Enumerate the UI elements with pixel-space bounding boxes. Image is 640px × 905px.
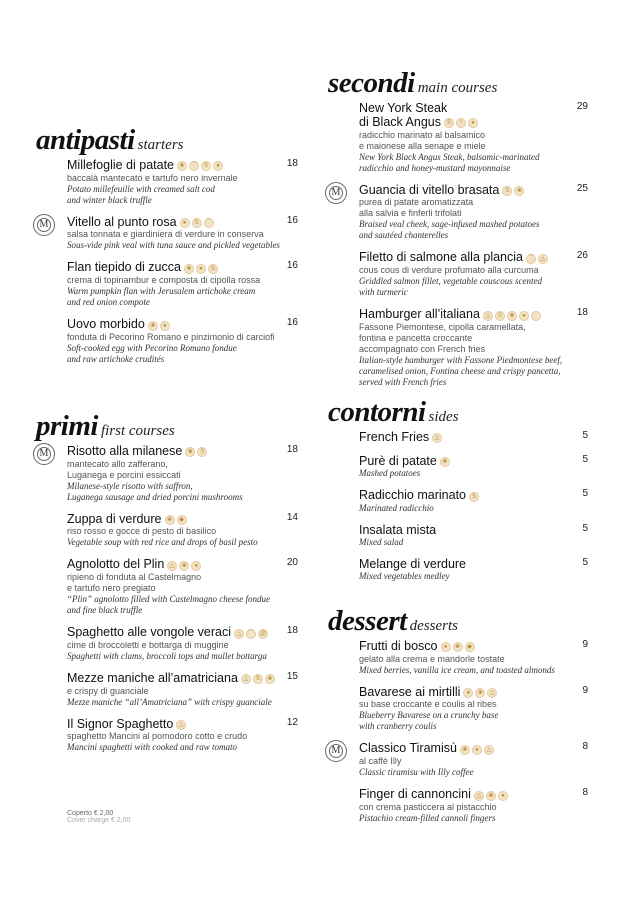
gluten-icon: ❀: [148, 321, 158, 331]
egg-icon: △: [483, 311, 493, 321]
item-price: 16: [286, 214, 298, 226]
dairy-icon: ●: [191, 561, 201, 571]
menu-item[interactable]: [328, 101, 588, 174]
item-description-it: ripieno di fonduta al Castelmagno: [67, 572, 202, 583]
egg-icon: △: [538, 254, 548, 264]
item-name-text: Bavarese ai mirtilli: [359, 684, 461, 699]
item-name-text: Purè di patate: [359, 453, 437, 468]
section-title-antipasti: [36, 124, 298, 158]
item-name: [359, 523, 588, 537]
egg-icon: △: [234, 629, 244, 639]
item-name-text: Risotto alla milanese: [67, 444, 183, 458]
cover-charge: [67, 810, 130, 824]
section-title-en: sides: [428, 409, 459, 425]
right-column: [328, 0, 588, 905]
item-description-it: spaghetto Mancini al pomodoro cotto e crudo: [67, 731, 248, 742]
gluten-icon: ❀: [177, 161, 187, 171]
gluten-icon: ❀: [514, 186, 524, 196]
menu-item[interactable]: [36, 317, 298, 365]
gluten-icon: ❀: [165, 515, 175, 525]
item-price: 18: [576, 307, 588, 319]
item-name: [67, 671, 298, 686]
item-price: 9: [582, 639, 588, 650]
section-antipasti: [36, 124, 298, 374]
item-name: [359, 639, 588, 654]
item-name-text: New York Steak: [359, 101, 448, 115]
fish-icon: ⌒: [205, 220, 212, 227]
item-name: [67, 717, 298, 732]
item-description-en: Soft-cooked egg with Pecorino Romano fondue: [67, 342, 237, 353]
item-name: [67, 625, 298, 640]
item-description-en: radicchio and honey-mustard mayonnaise: [359, 162, 511, 173]
dairy-icon: ●: [213, 161, 223, 171]
item-name-text: Agnolotto del Plin: [67, 557, 165, 572]
menu-item[interactable]: [328, 250, 588, 298]
celery-icon: S: [469, 492, 479, 502]
item-name-text: Guancia di vitello brasata: [359, 182, 500, 197]
house-specialty-logo-icon: M: [33, 443, 55, 465]
item-price: 5: [582, 453, 588, 465]
item-description-en: served with French fries: [359, 376, 447, 387]
item-name-text: Frutti di bosco: [359, 639, 438, 653]
item-price: 15: [286, 670, 298, 682]
menu-item[interactable]: [328, 523, 588, 548]
item-description-en: Classic tiramisu with Illy coffee: [359, 767, 474, 778]
celery-icon: S: [502, 186, 512, 196]
section-secondi: [328, 67, 588, 397]
menu-item[interactable]: [36, 260, 298, 308]
item-description-en: and winter black truffle: [67, 194, 152, 205]
dairy-icon: ●: [441, 642, 451, 652]
item-name-text: Hamburger all’italiana: [359, 307, 480, 322]
fish-icon: ⌒: [527, 255, 534, 262]
item-description-en: Potato millefeuille with creamed salt cod: [67, 183, 215, 194]
section-contorni: [328, 396, 588, 591]
item-price: 12: [286, 716, 298, 728]
egg-icon: △: [484, 745, 494, 755]
item-description-en: Griddled salmon fillet, vegetable couscous scented: [359, 276, 542, 287]
gluten-icon: ❀: [440, 457, 450, 467]
allergen-icons: [483, 308, 543, 322]
menu-item[interactable]: [328, 488, 588, 514]
item-description-it: riso rosso e gocce di pesto di basilico: [67, 526, 217, 537]
gluten-icon: ❀: [460, 745, 470, 755]
item-name-text: Mezze maniche all’amatriciana: [67, 670, 238, 685]
item-price: 26: [576, 250, 588, 262]
item-name: [359, 741, 588, 756]
menu-item[interactable]: [36, 671, 298, 708]
item-description-it: e crispy di guanciale: [67, 685, 149, 696]
menu-item[interactable]: [36, 557, 298, 616]
item-description-en: Marinated radicchio: [359, 503, 434, 514]
menu-item[interactable]: [328, 557, 588, 582]
section-title-en: main courses: [417, 80, 498, 96]
dairy-icon: ●: [160, 321, 170, 331]
allergen-icons: [444, 116, 480, 130]
section-title-en: desserts: [409, 618, 459, 634]
item-description-it: crema di topinambur e composta di cipolla rossa: [67, 275, 261, 286]
item-price: 8: [582, 787, 588, 799]
item-description-en: and fine black truffle: [67, 605, 143, 616]
cover-charge-en: Cover charge € 2,00: [67, 817, 131, 824]
item-description-it: e tartufo nero pregiato: [67, 583, 156, 594]
celery-icon: S: [208, 264, 218, 274]
item-description-en: and sautéed chanterelles: [359, 230, 449, 241]
allergen-icons: [460, 742, 496, 756]
allergen-icons: [177, 159, 225, 173]
section-title-it: primi: [36, 410, 98, 442]
section-title-secondi: [328, 67, 588, 101]
dairy-icon: ●: [498, 791, 508, 801]
section-title-it: antipasti: [36, 124, 135, 156]
item-price: 16: [286, 260, 298, 272]
gluten-icon: ❀: [486, 791, 496, 801]
section-title-dessert: [328, 605, 588, 639]
section-title-it: dessert: [328, 605, 407, 637]
allergen-icons: [176, 717, 188, 731]
item-description-en: New York Black Angus Steak, balsamic-marinated: [359, 151, 540, 162]
menu-item[interactable]: [328, 787, 588, 824]
item-description-en: Braised veal cheek, sage-infused mashed potatoes: [359, 219, 540, 230]
item-name: [67, 557, 298, 572]
egg-icon: △: [432, 433, 442, 443]
item-price: 18: [286, 158, 298, 169]
section-title-it: secondi: [328, 67, 415, 99]
egg-icon: △: [167, 561, 177, 571]
allergen-icons: [502, 183, 526, 197]
item-description-en: Vegetable soup with red rice and drops of basil pesto: [67, 537, 258, 548]
celery-icon: S: [495, 311, 505, 321]
item-name: [67, 158, 298, 173]
item-description-en: Mixed salad: [359, 537, 404, 548]
item-name: [67, 260, 298, 275]
item-description-en: Mixed vegetables medley: [359, 571, 450, 582]
section-title-it: contorni: [328, 396, 426, 428]
menu-item[interactable]: [328, 454, 588, 480]
item-price: 29: [576, 101, 588, 112]
egg-icon: △: [176, 720, 186, 730]
item-price: 5: [582, 557, 588, 569]
allergen-icons: [526, 251, 550, 265]
item-name-text: Millefoglie di patate: [67, 158, 175, 172]
house-specialty-logo-icon: M: [33, 214, 55, 236]
item-name-text: Zuppa di verdure: [67, 511, 162, 526]
nuts-icon: ◆: [177, 515, 187, 525]
menu-item[interactable]: [36, 717, 298, 754]
item-name: [359, 183, 588, 198]
item-description-it: Luganega e porcini essiccati: [67, 469, 181, 480]
item-description-it: fontina e pancetta croccante: [359, 332, 473, 343]
gluten-icon: ❀: [507, 311, 517, 321]
item-description-en: and red onion compote: [67, 297, 150, 308]
item-description-en: Mashed potatoes: [359, 468, 421, 479]
gluten-icon: ❀: [265, 674, 275, 684]
item-name: [67, 512, 298, 527]
menu-item[interactable]: [328, 430, 588, 445]
menu-item[interactable]: [328, 741, 588, 778]
allergen-icons: [148, 318, 172, 332]
item-description-en: Pistachio cream-filled cannoli fingers: [359, 812, 496, 823]
mustard-icon: !: [456, 118, 466, 128]
item-name-text: Filetto di salmone alla plancia: [359, 250, 523, 265]
egg-icon: △: [241, 674, 251, 684]
item-description-en: Spaghetti with clams, broccoli tops and mullet bottarga: [67, 650, 267, 661]
section-title-contorni: [328, 396, 588, 430]
item-description-it: e maionese alla senape e miele: [359, 140, 486, 151]
celery-icon: S: [192, 218, 202, 228]
item-price: 5: [582, 430, 588, 441]
item-name-text: Spaghetto alle vongole veraci: [67, 625, 232, 640]
menu-item[interactable]: [36, 625, 298, 662]
item-price: 20: [286, 557, 298, 569]
item-name: [359, 787, 588, 802]
celery-icon: S: [444, 118, 454, 128]
item-name: [359, 454, 588, 469]
allergen-icons: [441, 640, 477, 654]
section-title-en: first courses: [100, 423, 175, 439]
menu-item[interactable]: [36, 512, 298, 549]
fish-icon: ⌒: [248, 630, 255, 637]
item-description-it: fonduta di Pecorino Romano e pinzimonio di carciofi: [67, 331, 275, 342]
item-description-en: with turmeric: [359, 287, 408, 298]
house-specialty-logo-icon: M: [325, 182, 347, 204]
item-description-it: cous cous di verdure profumato alla curcuma: [359, 265, 539, 276]
menu-item[interactable]: [36, 444, 298, 503]
left-column: [36, 0, 298, 905]
menu-item[interactable]: [328, 639, 588, 676]
allergen-icons: [432, 431, 444, 445]
item-name-text: Insalata mista: [359, 523, 437, 538]
allergen-icons: [180, 215, 216, 229]
item-description-it: salsa tonnata e giardiniera di verdure in conserva: [67, 229, 264, 240]
item-description-it: baccalà mantecato e tartufo nero invernale: [67, 172, 238, 183]
item-name-text: French Fries: [359, 430, 430, 444]
item-name: [359, 307, 588, 322]
item-description-en: Warm pumpkin flan with Jerusalem artichoke cream: [67, 286, 256, 297]
allergen-icons: [185, 445, 209, 459]
allergen-icons: [234, 626, 270, 640]
section-dessert: [328, 605, 588, 833]
allergen-icons: [440, 454, 452, 468]
fish-icon: ⌒: [191, 163, 198, 170]
house-specialty-logo-icon: M: [325, 740, 347, 762]
item-description-it: con crema pasticcera al pistacchio: [359, 801, 497, 812]
item-description-en: Mezze maniche “all’Amatriciana” with crispy guanciale: [67, 696, 272, 707]
item-name: [359, 685, 588, 700]
item-description-it: su base croccante e coulis al ribes: [359, 699, 497, 710]
celery-icon: S: [253, 674, 263, 684]
item-description-en: Blueberry Bavarese on a crunchy base: [359, 710, 499, 721]
item-name: [359, 101, 588, 130]
dairy-icon: ●: [463, 688, 473, 698]
allergen-icons: [184, 261, 220, 275]
item-name: [359, 430, 588, 445]
item-description-it: alla salvia e finferli trifolati: [359, 208, 462, 219]
item-name: [67, 444, 298, 459]
allergen-icons: [463, 685, 499, 699]
item-description-it: mantecato allo zafferano,: [67, 458, 168, 469]
mollusc-icon: @: [259, 630, 267, 637]
item-description-en: Italian-style hamburger with Fassone Piedmontese beef,: [359, 354, 563, 365]
item-name: [67, 317, 298, 332]
dairy-icon: ●: [196, 264, 206, 274]
item-description-it: radicchio marinato al balsamico: [359, 129, 486, 140]
dairy-icon: ●: [519, 311, 529, 321]
item-name-text: Classico Tiramisù: [359, 741, 457, 756]
item-description-en: Sous-vide pink veal with tuna sauce and pickled vegetables: [67, 240, 280, 251]
item-price: 8: [582, 741, 588, 753]
item-name: [67, 215, 298, 230]
egg-icon: △: [474, 791, 484, 801]
item-description-en: Milanese-style risotto with saffron,: [67, 480, 193, 491]
item-description-en: and raw artichoke crudités: [67, 353, 165, 364]
item-description-it: purea di patate aromatizzata: [359, 197, 474, 208]
gluten-icon: ❀: [184, 264, 194, 274]
dairy-icon: ●: [472, 745, 482, 755]
item-description-en: Luganega sausage and dried porcini mushrooms: [67, 491, 243, 502]
item-name-text: Uovo morbido: [67, 317, 145, 332]
gluten-icon: ❀: [179, 561, 189, 571]
allergen-icons: [469, 489, 481, 503]
item-description-it: gelato alla crema e mandorle tostate: [359, 653, 505, 664]
egg-icon: △: [487, 688, 497, 698]
item-name: [359, 250, 588, 265]
menu-item[interactable]: [36, 158, 298, 206]
item-price: 5: [582, 488, 588, 500]
item-description-en: with cranberry coulis: [359, 721, 437, 732]
cover-charge-it: Coperto € 2,00: [67, 810, 114, 817]
allergen-icons: [167, 558, 203, 572]
menu-item[interactable]: [328, 183, 588, 242]
allergen-icons: [474, 788, 510, 802]
menu-item[interactable]: [328, 685, 588, 733]
sesame-icon: [531, 311, 541, 321]
nuts-icon: ◆: [465, 642, 475, 652]
item-description-it: cime di broccoletti e bottarga di muggine: [67, 639, 229, 650]
section-primi: [36, 410, 298, 762]
gluten-icon: ❀: [475, 688, 485, 698]
item-price: 5: [582, 523, 588, 535]
gluten-icon: ❀: [185, 447, 195, 457]
item-description-it: al caffè Illy: [359, 756, 402, 767]
item-name-text: Melange di verdure: [359, 557, 467, 572]
item-name: [359, 557, 588, 571]
section-title-en: starters: [137, 137, 184, 153]
celery-icon: S: [197, 447, 207, 457]
item-name: [359, 488, 588, 503]
celery-icon: S: [201, 161, 211, 171]
item-name-text: Radicchio marinato: [359, 488, 466, 503]
item-description-en: “Plin” agnolotto filled with Castelmagno cheese fondue: [67, 594, 270, 605]
item-name-line2: di Black Angus: [359, 115, 441, 129]
item-name-text: Il Signor Spaghetto: [67, 716, 174, 731]
item-name-text: Flan tiepido di zucca: [67, 260, 181, 275]
item-price: 9: [582, 684, 588, 696]
gluten-icon: ❀: [453, 642, 463, 652]
item-price: 25: [576, 182, 588, 194]
item-description-it: Fassone Piemontese, cipolla caramellata,: [359, 321, 526, 332]
item-price: 14: [286, 511, 298, 523]
item-description-en: caramelised onion, Fontina cheese and crispy pancetta,: [359, 365, 561, 376]
section-title-primi: [36, 410, 298, 444]
allergen-icons: [241, 672, 277, 686]
allergen-icons: [165, 512, 189, 526]
item-description-en: Mixed berries, vanilla ice cream, and toasted almonds: [359, 664, 555, 675]
menu-item[interactable]: [328, 307, 588, 388]
item-name-text: Vitello al punto rosa: [67, 214, 177, 229]
menu-item[interactable]: [36, 215, 298, 252]
item-description-it: accompagnato con French fries: [359, 343, 486, 354]
item-price: 18: [286, 625, 298, 637]
dairy-icon: ●: [180, 218, 190, 228]
item-price: 16: [286, 317, 298, 329]
dairy-icon: ●: [468, 118, 478, 128]
item-name-text: Finger di cannoncini: [359, 787, 471, 802]
item-description-en: Mancini spaghetti with cooked and raw tomato: [67, 742, 237, 753]
item-price: 18: [286, 444, 298, 455]
